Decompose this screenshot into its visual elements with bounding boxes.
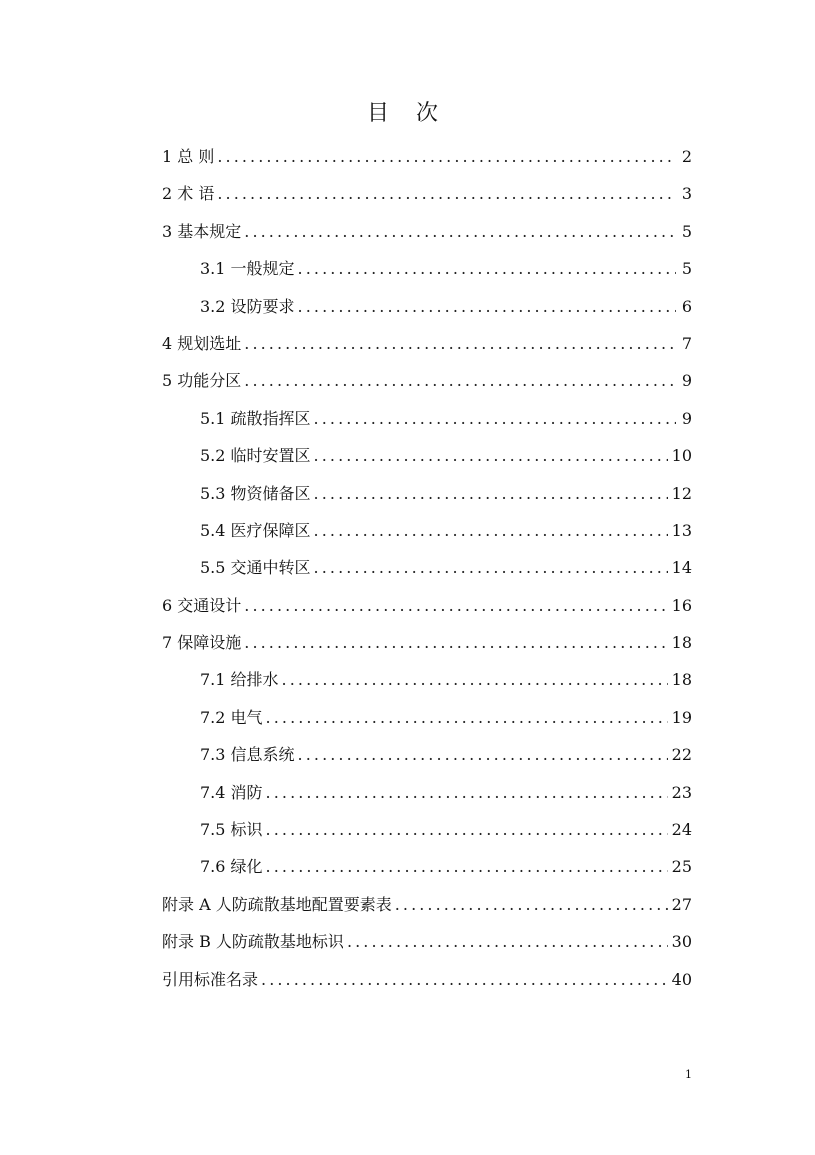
toc-entry-page: 2	[681, 147, 692, 166]
toc-entry-page: 6	[681, 296, 692, 316]
toc-entry-label: 3.1 一般规定	[200, 259, 295, 279]
toc-entry-label: 引用标准名录	[162, 969, 259, 989]
toc-entry-label: 5.2 临时安置区	[200, 446, 311, 466]
table-of-contents	[162, 138, 692, 998]
toc-dot-leader	[298, 288, 676, 325]
toc-entry-page: 25	[671, 857, 692, 877]
toc-entry[interactable]	[162, 549, 692, 586]
toc-entry-label: 5.3 物资储备区	[200, 483, 311, 503]
toc-entry-page: 14	[671, 558, 692, 578]
toc-entry-label: 附录 B 人防疏散基地标识	[162, 932, 344, 952]
toc-entry-page: 9	[681, 371, 692, 391]
toc-entry[interactable]	[162, 175, 692, 212]
toc-dot-leader	[314, 437, 668, 474]
toc-entry-page: 40	[671, 969, 692, 989]
toc-dot-leader	[217, 138, 676, 175]
toc-entry-page: 30	[671, 932, 692, 952]
toc-entry-page: 22	[671, 745, 692, 765]
toc-entry-label: 7.2 电气	[200, 707, 263, 727]
toc-dot-leader	[261, 961, 668, 998]
toc-dot-leader	[244, 362, 676, 399]
toc-entry[interactable]	[162, 661, 692, 698]
toc-entry-page: 18	[671, 633, 692, 653]
toc-dot-leader	[298, 250, 676, 287]
toc-entry[interactable]	[162, 774, 692, 811]
toc-entry-page: 23	[671, 782, 692, 802]
toc-entry-label: 7.6 绿化	[200, 857, 263, 877]
toc-entry[interactable]	[162, 362, 692, 399]
toc-entry-page: 9	[681, 408, 692, 428]
toc-entry-label: 3.2 设防要求	[200, 296, 295, 316]
toc-entry[interactable]	[162, 288, 692, 325]
toc-entry-label: 7.5 标识	[200, 820, 263, 840]
toc-dot-leader	[395, 886, 668, 923]
toc-entry[interactable]	[162, 400, 692, 437]
toc-entry-label: 3 基本规定	[162, 221, 242, 241]
toc-dot-leader	[244, 624, 667, 661]
toc-entry-page: 10	[671, 446, 692, 466]
toc-entry-label: 6 交通设计	[162, 595, 242, 615]
toc-entry[interactable]	[162, 138, 692, 175]
toc-entry-label: 附录 A 人防疏散基地配置要素表	[162, 894, 392, 914]
toc-dot-leader	[266, 774, 668, 811]
toc-entry-label: 5.5 交通中转区	[200, 558, 311, 578]
toc-entry[interactable]	[162, 587, 692, 624]
toc-dot-leader	[314, 475, 668, 512]
toc-dot-leader	[244, 587, 667, 624]
toc-entry[interactable]	[162, 250, 692, 287]
toc-entry-page: 19	[671, 707, 692, 727]
page-title: 目 次	[367, 101, 448, 126]
toc-entry[interactable]	[162, 848, 692, 885]
toc-entry-page: 5	[681, 221, 692, 241]
toc-entry-page: 13	[671, 520, 692, 540]
toc-entry-label: 7.3 信息系统	[200, 745, 295, 765]
toc-dot-leader	[266, 811, 668, 848]
toc-entry-label: 7.4 消防	[200, 782, 263, 802]
toc-entry[interactable]	[162, 811, 692, 848]
toc-dot-leader	[314, 512, 668, 549]
toc-entry-page: 12	[671, 483, 692, 503]
toc-entry[interactable]	[162, 512, 692, 549]
toc-entry[interactable]	[162, 923, 692, 960]
toc-dot-leader	[266, 699, 668, 736]
toc-entry[interactable]	[162, 624, 692, 661]
toc-entry[interactable]	[162, 736, 692, 773]
toc-entry-label: 1 总 则	[162, 147, 215, 166]
toc-entry[interactable]	[162, 437, 692, 474]
toc-entry-label: 5.1 疏散指挥区	[200, 408, 311, 428]
toc-dot-leader	[314, 400, 676, 437]
toc-dot-leader	[244, 213, 676, 250]
toc-entry-page: 24	[671, 820, 692, 840]
toc-entry-page: 18	[671, 670, 692, 690]
page-number: 1	[685, 1068, 692, 1081]
toc-entry[interactable]	[162, 699, 692, 736]
toc-dot-leader	[314, 549, 668, 586]
toc-entry-page: 27	[671, 894, 692, 914]
toc-entry[interactable]	[162, 886, 692, 923]
toc-entry[interactable]	[162, 213, 692, 250]
toc-entry-label: 7 保障设施	[162, 633, 242, 653]
toc-entry-label: 4 规划选址	[162, 333, 242, 353]
toc-entry-page: 16	[671, 595, 692, 615]
toc-dot-leader	[282, 661, 668, 698]
toc-dot-leader	[244, 325, 676, 362]
toc-entry[interactable]	[162, 475, 692, 512]
toc-entry-label: 5 功能分区	[162, 371, 242, 391]
toc-dot-leader	[347, 923, 668, 960]
toc-dot-leader	[217, 175, 676, 212]
toc-entry-label: 2 术 语	[162, 184, 215, 204]
toc-entry-page: 3	[681, 184, 692, 204]
toc-entry-label: 7.1 给排水	[200, 670, 279, 690]
toc-entry[interactable]	[162, 961, 692, 998]
toc-entry-page: 5	[681, 259, 692, 279]
toc-dot-leader	[298, 736, 668, 773]
toc-entry-page: 7	[681, 333, 692, 353]
toc-dot-leader	[266, 848, 668, 885]
toc-entry[interactable]	[162, 325, 692, 362]
toc-entry-label: 5.4 医疗保障区	[200, 520, 311, 540]
